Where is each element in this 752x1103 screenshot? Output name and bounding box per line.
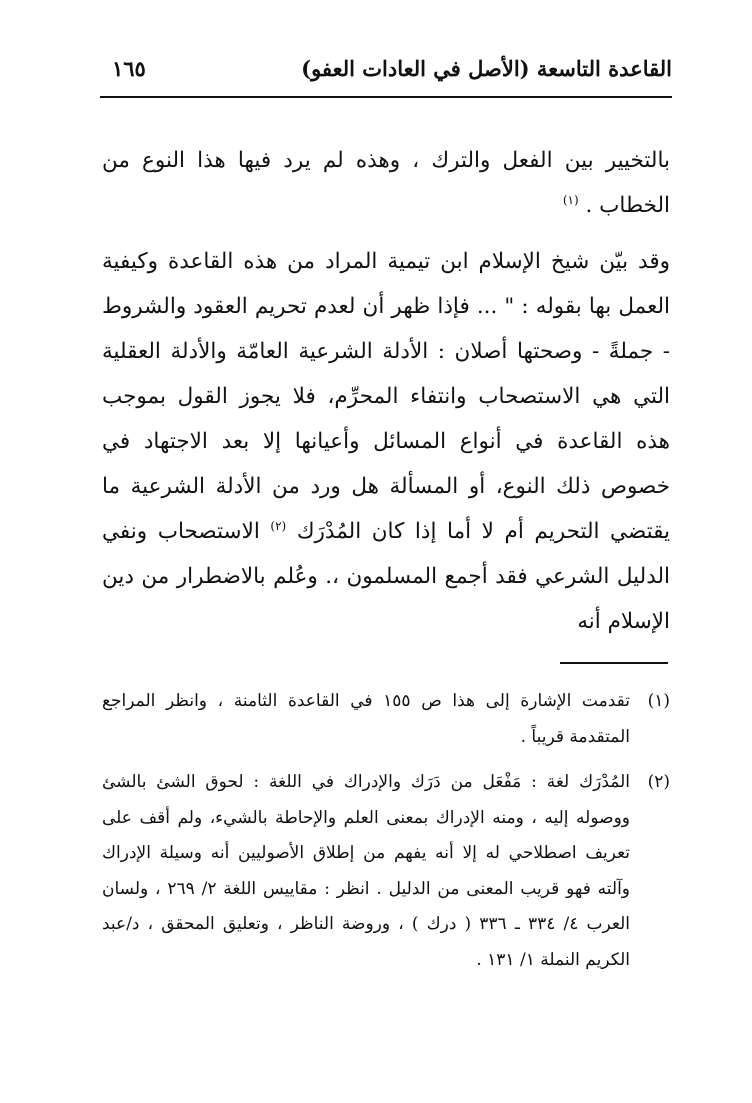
paragraph-2 [102,239,670,644]
footnote-ref-2: (٢) [270,518,287,533]
paragraph-1-text: بالتخيير بين الفعل والترك ، وهذه لم يرد فيها هذا النوع من الخطاب . [102,148,670,218]
footnote-1-text: تقدمت الإشارة إلى هذا ص ١٥٥ في القاعدة الثامنة ، وانظر المراجع المتقدمة قريباً . [102,691,630,747]
footnote-2-text: المُدْرَك لغة : مَفْعَل من دَرَك والإدراك في اللغة : لحوق الشئ بالشئ ووصوله إليه ، ومنه الإدراك بمعنى العلم والإحاطة بالشيء، ولم أقف على تعريف اصطلاحي له إلا أنه يفهم من إطلاق الأصوليين أنه وسيلة الإدراك وآلته فهو قريب المعنى من الدليل . انظر : مقاييس اللغة ٢/ ٢٦٩ ، ولسان العرب ٤/ ٣٣٤ ـ ٣٣٦ ( درك ) ، وروضة الناظر ، وتعليق المحقق ، د/عبد الكريم النملة ١/ ١٣١ . [102,772,630,970]
running-header [100,52,672,92]
footnote-divider [560,662,668,664]
footnote-ref-1: (١) [562,192,579,207]
paragraph-2-text-a: وقد بيّن شيخ الإسلام ابن تيمية المراد من هذه القاعدة وكيفية العمل بها بقوله : " ... فإذا ظهر أن لعدم تحريم العقود والشروط - جملةً - وصحتها أصلان : الأدلة الشرعية العامّة والأدلة العقلية التي هي الاستصحاب وانتفاء المحرِّم، فلا يجوز القول بموجب هذه القاعدة في أنواع المسائل وأعيانها إلا بعد الاجتهاد في خصوص ذلك النوع، أو المسألة هل ورد من الأدلة الشرعية ما يقتضي التحريم أم لا أما إذا كان المُدْرَك [102,249,670,544]
footnotes [102,684,670,978]
header-divider [100,96,672,98]
page-number: ١٦٥ [112,56,146,81]
footnote-1 [102,684,670,755]
paragraph-1 [102,138,670,228]
footnote-1-number: (١) [647,691,670,711]
main-text [102,138,670,644]
paragraph-2-text-b: الاستصحاب ونفي الدليل الشرعي فقد أجمع المسلمون ،. وعُلم بالاضطرار من دين الإسلام أنه [102,519,670,634]
footnote-2 [102,765,670,978]
chapter-title: القاعدة التاسعة (الأصل في العادات العفو) [301,56,672,81]
footnote-2-number: (٢) [647,772,670,792]
